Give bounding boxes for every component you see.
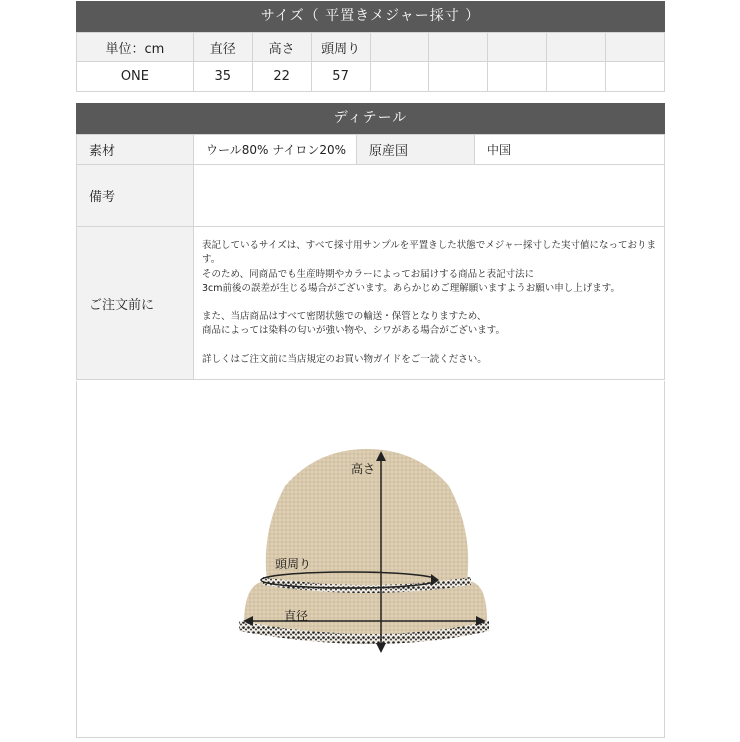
notice-line: 詳しくはご注文前に当店規定のお買い物ガイドをご一読ください。 [202,353,487,365]
material-label: 素材 [77,135,194,165]
unit-header: 単位：cm [77,33,194,62]
empty-header [547,33,606,62]
height-label: 高さ [351,462,376,476]
diameter-label: 直径 [284,609,309,623]
detail-section-header: ディテール [76,103,665,134]
size-table [76,32,665,92]
notice-line: そのため、同商品でも生産時期やカラーによってお届けする商品と表記寸法に [202,268,535,280]
remarks-value [194,165,665,227]
empty-cell [488,62,547,92]
empty-cell [370,62,429,92]
notice-line: 商品によっては染料の匂いが強い物や、シワがある場合がございます。 [202,325,506,337]
circumference-label: 頭周り [275,557,312,571]
size-value-row [77,62,665,92]
material-row [77,135,665,165]
empty-header [370,33,429,62]
height-value: 22 [252,62,311,92]
notice-line: 表記しているサイズは、すべて採寸用サンプルを平置きした状態でメジャー採寸した実寸値になっております。 [202,240,657,266]
circumference-header: 頭周り [311,33,370,62]
product-measurement-diagram [76,381,665,738]
notice-row [77,227,665,380]
notice-label: ご注文前に [77,227,194,380]
diameter-value: 35 [193,62,252,92]
notice-line: また、当店商品はすべて密閉状態での輸送・保管となりますため、 [202,311,487,323]
size-header-row [77,33,665,62]
size-name-cell: ONE [77,62,194,92]
empty-header [429,33,488,62]
notice-line: 3cm前後の誤差が生じる場合がございます。あらかじめご理解願いますようお願い申し上げます。 [202,282,621,294]
empty-header [488,33,547,62]
empty-cell [429,62,488,92]
remarks-row [77,165,665,227]
notice-text [194,227,665,380]
origin-label: 原産国 [357,135,475,165]
material-value: ウール80% ナイロン20% [194,135,357,165]
size-section-header: サイズ（ 平置きメジャー採寸 ） [76,1,665,32]
height-header: 高さ [252,33,311,62]
remarks-label: 備考 [77,165,194,227]
empty-header [606,33,665,62]
detail-table [76,134,665,380]
empty-cell [547,62,606,92]
circumference-value: 57 [311,62,370,92]
diameter-header: 直径 [193,33,252,62]
empty-cell [606,62,665,92]
origin-value: 中国 [475,135,665,165]
bucket-hat-image [77,381,666,738]
